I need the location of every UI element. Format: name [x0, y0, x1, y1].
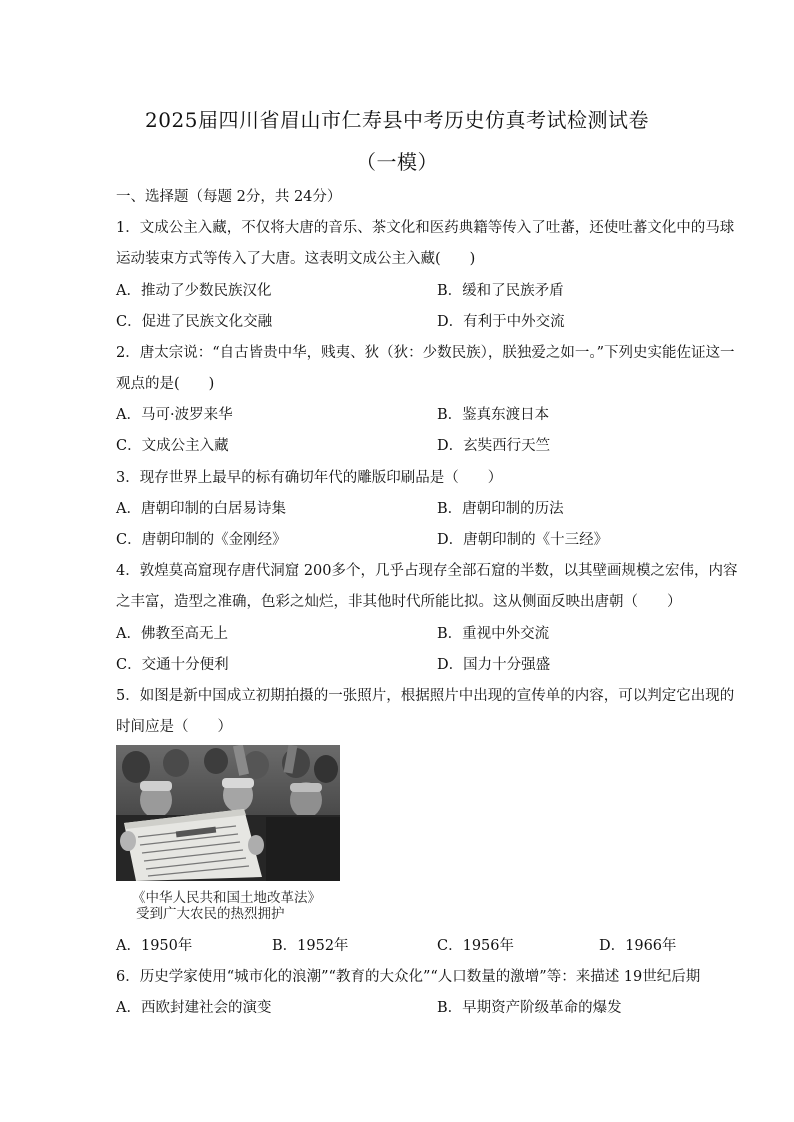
question-3-option-d[interactable]: D．唐朝印制的《十三经》 [437, 532, 609, 548]
question-4-option-d[interactable]: D．国力十分强盛 [437, 657, 551, 673]
question-6-option-a[interactable]: A．西欧封建社会的演变 [116, 1000, 272, 1016]
photo-caption-line-2: 受到广大农民的热烈拥护 [136, 906, 285, 922]
question-1-option-b[interactable]: B．缓和了民族矛盾 [437, 283, 564, 299]
question-4-line-1: 4．敦煌莫高窟现存唐代洞窟 200多个，几乎占现存全部石窟的半数，以其壁画规模之宏伟，内容 [116, 563, 738, 579]
question-1-option-a[interactable]: A．推动了少数民族汉化 [116, 283, 272, 299]
land-reform-photo [116, 745, 340, 881]
question-2-option-b[interactable]: B．鉴真东渡日本 [437, 407, 550, 423]
question-5-line-2: 时间应是（ ） [116, 719, 232, 735]
question-3-option-c[interactable]: C．唐朝印制的《金刚经》 [116, 532, 287, 548]
photo-caption [132, 890, 321, 922]
section-heading: 一、选择题（每题 2分，共 24分） [116, 189, 342, 205]
question-5-option-b[interactable]: B．1952年 [272, 938, 349, 954]
question-5-line-1: 5．如图是新中国成立初期拍摄的一张照片，根据照片中出现的宣传单的内容，可以判定它出现的 [116, 688, 735, 704]
question-4-option-a[interactable]: A．佛教至高无上 [116, 626, 228, 642]
question-4-line-2: 之丰富，造型之准确，色彩之灿烂，非其他时代所能比拟。这从侧面反映出唐朝（ ） [116, 594, 682, 610]
question-2-line-1: 2．唐太宗说：“自古皆贵中华，贱夷、狄（狄：少数民族），朕独爱之如一。”下列史实能佐证这一 [116, 345, 735, 361]
question-2-option-d[interactable]: D．玄奘西行天竺 [437, 438, 551, 454]
question-2-option-a[interactable]: A．马可·波罗来华 [116, 407, 233, 423]
question-6-option-b[interactable]: B．早期资产阶级革命的爆发 [437, 1000, 622, 1016]
question-4-option-c[interactable]: C．交通十分便利 [116, 657, 229, 673]
question-2-line-2: 观点的是( ) [116, 376, 215, 392]
exam-subtitle: （一模） [356, 150, 438, 174]
question-4-option-b[interactable]: B．重视中外交流 [437, 626, 550, 642]
question-5-option-d[interactable]: D．1966年 [599, 938, 677, 954]
exam-title: 2025届四川省眉山市仁寿县中考历史仿真考试检测试卷 [145, 108, 649, 132]
question-3-option-b[interactable]: B．唐朝印制的历法 [437, 501, 564, 517]
question-3-line-1: 3．现存世界上最早的标有确切年代的雕版印刷品是（ ） [116, 470, 503, 486]
question-2-option-c[interactable]: C．文成公主入藏 [116, 438, 229, 454]
question-5-option-a[interactable]: A．1950年 [116, 938, 193, 954]
question-1-option-d[interactable]: D．有利于中外交流 [437, 314, 565, 330]
photo-caption-line-1: 《中华人民共和国土地改革法》 [132, 890, 321, 906]
question-1-option-c[interactable]: C．促进了民族文化交融 [116, 314, 273, 330]
question-6-line-1: 6．历史学家使用“城市化的浪潮”“教育的大众化”“人口数量的激增”等：来描述 19世纪后期 [116, 969, 701, 985]
question-1-line-2: 运动装束方式等传入了大唐。这表明文成公主入藏( ) [116, 251, 476, 267]
question-3-option-a[interactable]: A．唐朝印制的白居易诗集 [116, 501, 286, 517]
question-1-line-1: 1．文成公主入藏，不仅将大唐的音乐、茶文化和医药典籍等传入了吐蕃，还使吐蕃文化中的马球 [116, 220, 735, 236]
question-5-option-c[interactable]: C．1956年 [437, 938, 514, 954]
